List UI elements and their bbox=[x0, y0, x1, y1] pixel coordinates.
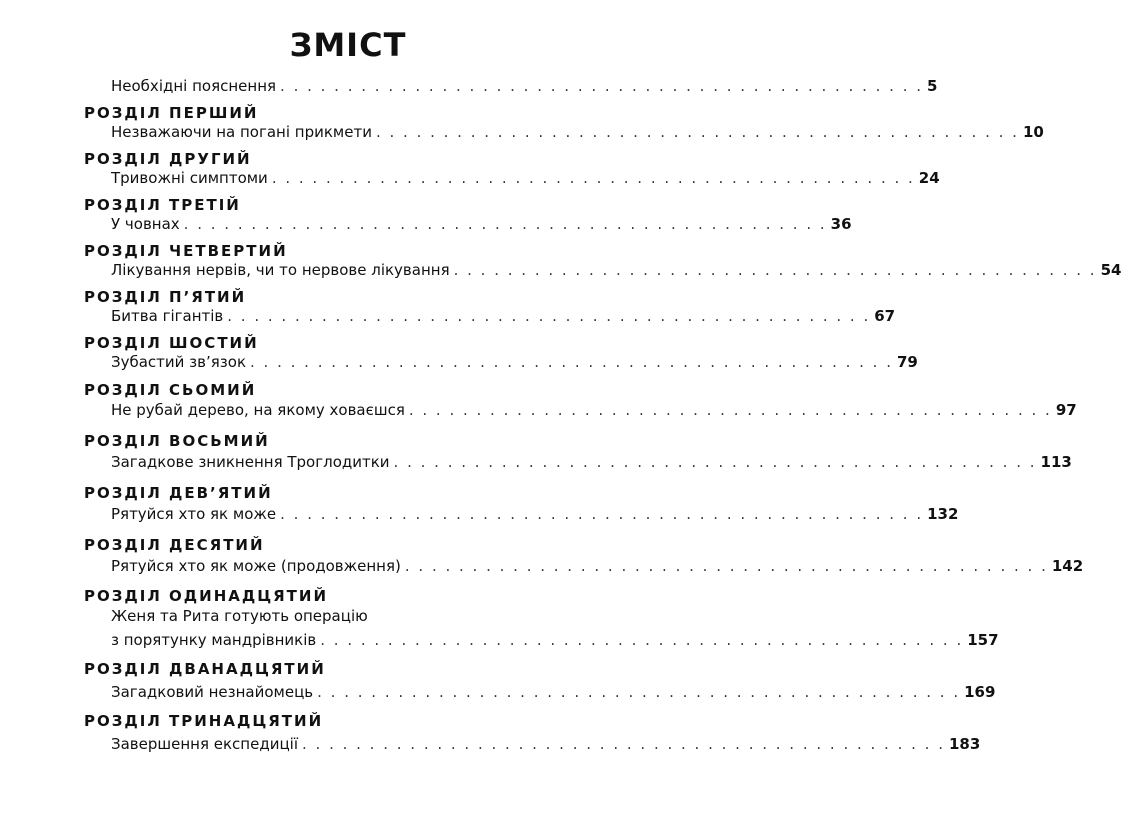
page-title: ЗМІСТ bbox=[289, 26, 407, 64]
toc-entry-page: 142 bbox=[1051, 557, 1084, 575]
toc-entry-page: 5 bbox=[927, 77, 938, 95]
dot-leader: . . . . . . . . . . . . . . . . . . . . . . . . . . . . . . . . . . . . . . . . . . . . . . . . bbox=[375, 123, 1019, 141]
toc-entry-page: 36 bbox=[830, 215, 852, 233]
dot-leader: . . . . . . . . . . . . . . . . . . . . . . . . . . . . . . . . . . . . . . . . . . . . . . . . bbox=[393, 453, 1037, 471]
dot-leader: . . . . . . . . . . . . . . . . . . . . . . . . . . . . . . . . . . . . . . . . . . . . . . . . bbox=[320, 631, 964, 649]
toc-entry-title: з порятунку мандрівників bbox=[111, 631, 317, 649]
dot-leader: . . . . . . . . . . . . . . . . . . . . . . . . . . . . . . . . . . . . . . . . . . . . . . . . bbox=[302, 735, 945, 753]
toc-entry[interactable] bbox=[111, 556, 1084, 576]
toc-entry-page: 132 bbox=[927, 505, 959, 523]
toc-entry[interactable] bbox=[111, 122, 1044, 142]
chapter-heading: РОЗДІЛ СЬОМИЙ bbox=[84, 381, 257, 399]
dot-leader: . . . . . . . . . . . . . . . . . . . . . . . . . . . . . . . . . . . . . . . . . . . . . . . . bbox=[227, 307, 871, 325]
chapter-heading: РОЗДІЛ ВОСЬМИЙ bbox=[84, 432, 270, 450]
toc-entry[interactable] bbox=[111, 352, 918, 372]
toc-entry[interactable] bbox=[111, 260, 1121, 280]
toc-entry-title: Зубастий зв’язок bbox=[111, 353, 247, 371]
toc-entry-title: Загадковий незнайомець bbox=[111, 683, 314, 701]
toc-entry-page: 10 bbox=[1022, 123, 1044, 141]
chapter-heading: РОЗДІЛ ДРУГИЙ bbox=[84, 150, 252, 168]
toc-entry-page: 169 bbox=[964, 683, 996, 701]
toc-entry[interactable] bbox=[111, 306, 896, 326]
toc-entry-page: 54 bbox=[1100, 261, 1121, 279]
chapter-heading: РОЗДІЛ ДЕВ’ЯТИЙ bbox=[84, 484, 273, 502]
dot-leader: . . . . . . . . . . . . . . . . . . . . . . . . . . . . . . . . . . . . . . . . . . . . . . . . bbox=[453, 261, 1097, 279]
toc-entry-title: Необхідні пояснення bbox=[111, 77, 277, 95]
toc-entry-page: 183 bbox=[948, 735, 981, 753]
dot-leader: . . . . . . . . . . . . . . . . . . . . . . . . . . . . . . . . . . . . . . . . . . . . . . . . bbox=[183, 215, 827, 233]
toc-entry[interactable] bbox=[111, 734, 981, 754]
chapter-heading: РОЗДІЛ ОДИНАДЦЯТИЙ bbox=[84, 587, 329, 605]
toc-entry[interactable] bbox=[111, 168, 940, 188]
chapter-heading: РОЗДІЛ ПЕРШИЙ bbox=[84, 104, 259, 122]
toc-entry-title-line1: Женя та Рита готують операцію bbox=[111, 607, 368, 625]
dot-leader: . . . . . . . . . . . . . . . . . . . . . . . . . . . . . . . . . . . . . . . . . . . . . . . . bbox=[317, 683, 961, 701]
toc-entry-intro[interactable] bbox=[111, 76, 938, 96]
toc-entry[interactable] bbox=[111, 682, 996, 702]
toc-entry-page: 113 bbox=[1040, 453, 1072, 471]
dot-leader: . . . . . . . . . . . . . . . . . . . . . . . . . . . . . . . . . . . . . . . . . . . . . . . . bbox=[280, 505, 924, 523]
toc-entry-title: Не рубай дерево, на якому ховаєшся bbox=[111, 401, 405, 419]
chapter-heading: РОЗДІЛ ТРИНАДЦЯТИЙ bbox=[84, 712, 324, 730]
chapter-heading: РОЗДІЛ П’ЯТИЙ bbox=[84, 288, 247, 306]
toc-entry-title: Рятуйся хто як може (продовження) bbox=[111, 557, 401, 575]
toc-entry[interactable] bbox=[111, 214, 852, 234]
chapter-heading: РОЗДІЛ ЧЕТВЕРТИЙ bbox=[84, 242, 288, 260]
toc-entry-page: 157 bbox=[967, 631, 999, 649]
dot-leader: . . . . . . . . . . . . . . . . . . . . . . . . . . . . . . . . . . . . . . . . . . . . . . . . bbox=[408, 401, 1052, 419]
chapter-heading: РОЗДІЛ ДВАНАДЦЯТИЙ bbox=[84, 660, 326, 678]
dot-leader: . . . . . . . . . . . . . . . . . . . . . . . . . . . . . . . . . . . . . . . . . . . . . . . . bbox=[280, 77, 923, 95]
toc-entry[interactable] bbox=[111, 504, 959, 524]
toc-entry[interactable] bbox=[111, 630, 999, 650]
toc-entry-page: 97 bbox=[1055, 401, 1077, 419]
dot-leader: . . . . . . . . . . . . . . . . . . . . . . . . . . . . . . . . . . . . . . . . . . . . . . . . bbox=[250, 353, 893, 371]
toc-entry-title: Битва гігантів bbox=[111, 307, 224, 325]
toc-entry-page: 79 bbox=[896, 353, 918, 371]
toc-entry-page: 67 bbox=[874, 307, 896, 325]
toc-entry-title: Лікування нервів, чи то нервове лікування bbox=[111, 261, 450, 279]
toc-entry-title: Загадкове зникнення Троглодитки bbox=[111, 453, 390, 471]
toc-entry-page: 24 bbox=[918, 169, 940, 187]
toc-entry[interactable] bbox=[111, 400, 1077, 420]
toc-entry-title: Завершення експедиції bbox=[111, 735, 298, 753]
dot-leader: . . . . . . . . . . . . . . . . . . . . . . . . . . . . . . . . . . . . . . . . . . . . . . . . bbox=[271, 169, 915, 187]
chapter-heading: РОЗДІЛ ДЕСЯТИЙ bbox=[84, 536, 265, 554]
toc-entry-title: Незважаючи на погані прикмети bbox=[111, 123, 372, 141]
toc-entry-title: Рятуйся хто як може bbox=[111, 505, 277, 523]
dot-leader: . . . . . . . . . . . . . . . . . . . . . . . . . . . . . . . . . . . . . . . . . . . . . . . . bbox=[404, 557, 1048, 575]
chapter-heading: РОЗДІЛ ТРЕТІЙ bbox=[84, 196, 241, 214]
toc-entry-title: У човнах bbox=[111, 215, 180, 233]
toc-entry[interactable] bbox=[111, 452, 1072, 472]
toc-entry-title: Тривожні симптоми bbox=[111, 169, 268, 187]
chapter-heading: РОЗДІЛ ШОСТИЙ bbox=[84, 334, 259, 352]
